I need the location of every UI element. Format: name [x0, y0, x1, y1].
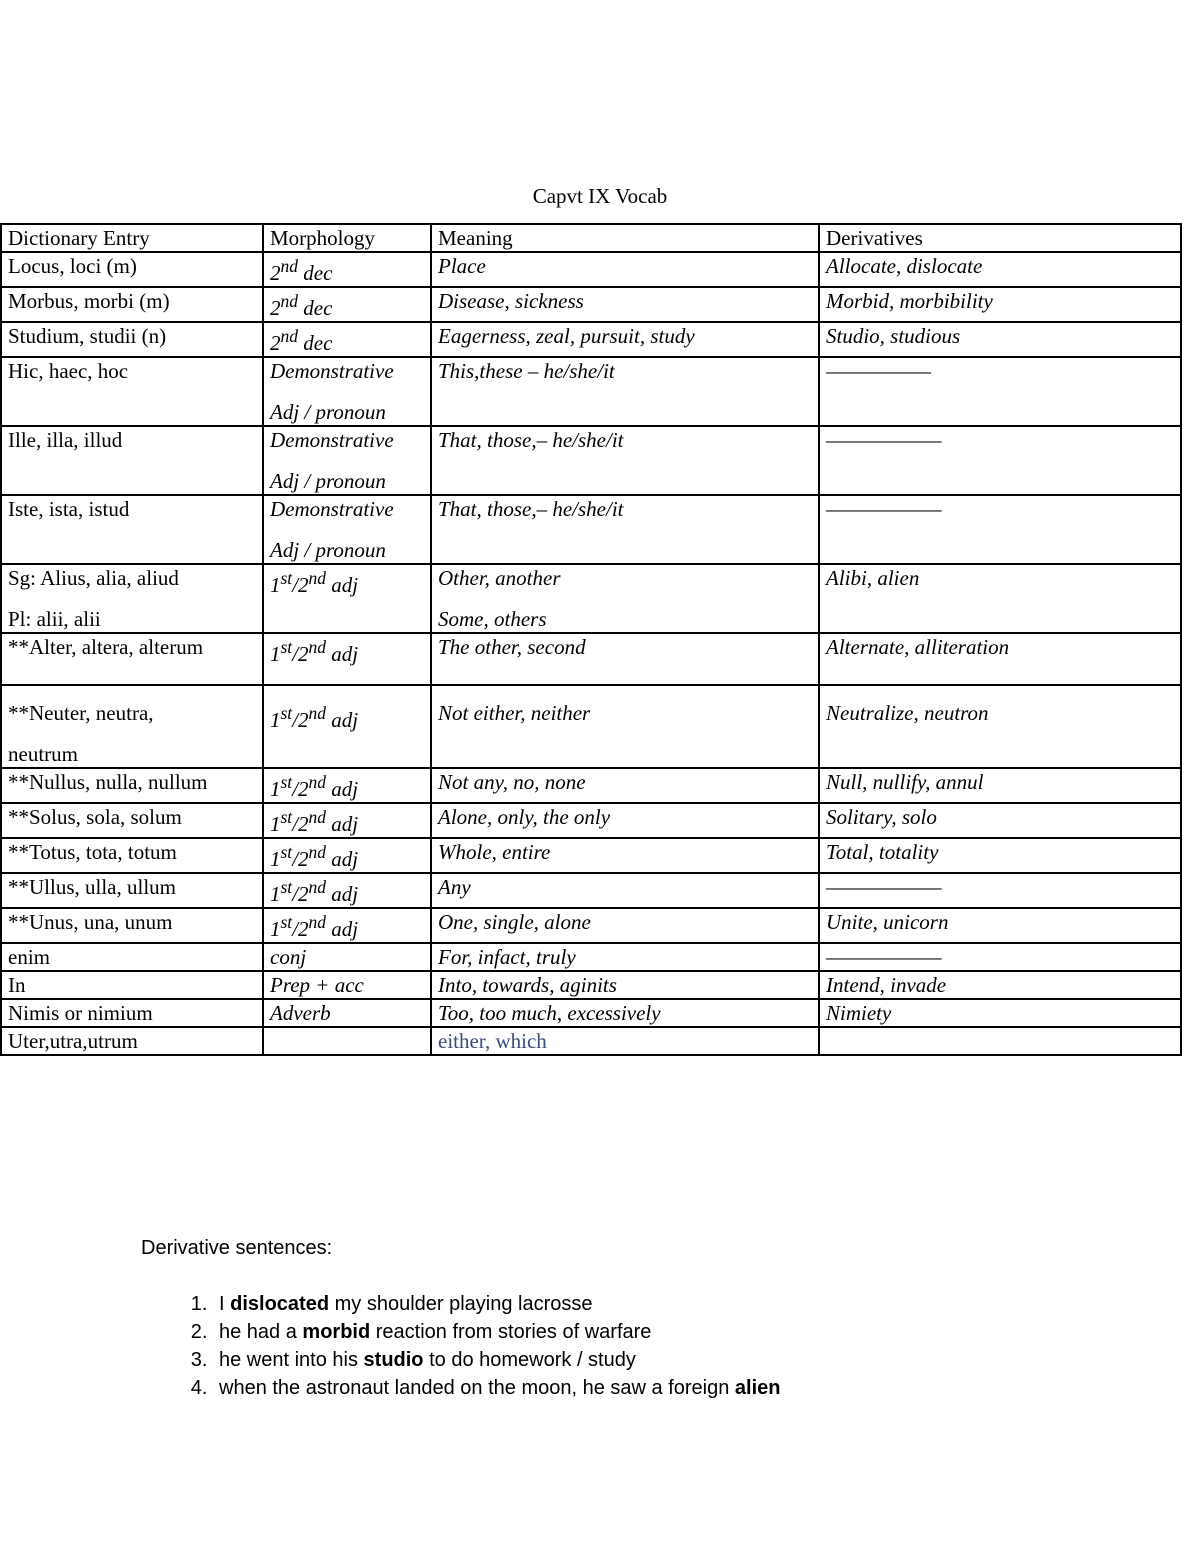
- morphology-text: Adj / pronoun: [270, 538, 386, 562]
- meaning-cell: [431, 287, 819, 322]
- derivatives-text: Total, totality: [826, 840, 939, 864]
- entry-cell: [1, 426, 263, 495]
- ordinal-suffix: nd: [308, 772, 327, 792]
- morphology-text: Adverb: [270, 1001, 331, 1025]
- table-row: [1, 873, 1181, 908]
- sentence-item: 3. he went into his studio to do homework / study: [213, 1346, 1041, 1374]
- line-gap: [270, 453, 424, 468]
- entry-text: enim: [8, 945, 50, 969]
- entry-text: Hic, haec, hoc: [8, 359, 129, 383]
- morphology-cell: [263, 252, 431, 287]
- derivatives-text: –––––––––––: [826, 945, 942, 969]
- entry-cell: [1, 803, 263, 838]
- entry-cell: [1, 768, 263, 803]
- ordinal-suffix: nd: [280, 291, 298, 311]
- ordinal-suffix: st: [280, 912, 293, 932]
- table-row: [1, 495, 1181, 564]
- entry-text: Ille, illa, illud: [8, 428, 123, 452]
- derivative-word: alien: [734, 1377, 781, 1399]
- derivatives-text: Null, nullify, annul: [826, 770, 984, 794]
- derivative-sentences: [141, 1234, 1041, 1402]
- derivatives-text: Neutralize, neutron: [826, 701, 989, 725]
- entry-text: Pl: alii, alii: [8, 607, 101, 631]
- meaning-text: Alone, only, the only: [438, 805, 611, 829]
- entry-cell: [1, 252, 263, 287]
- entry-cell: [1, 971, 263, 999]
- entry-text: **Nullus, nulla, nullum: [8, 770, 208, 794]
- derivatives-cell: [819, 943, 1181, 971]
- entry-text: Morbus, morbi (m): [8, 289, 170, 313]
- derivatives-text: Morbid, morbibility: [826, 289, 993, 313]
- meaning-text: This,these – he/she/it: [438, 359, 615, 383]
- entry-cell: [1, 322, 263, 357]
- entry-text: **Solus, sola, solum: [8, 805, 182, 829]
- entry-cell: [1, 633, 263, 685]
- meaning-text: Not either, neither: [438, 701, 591, 725]
- ordinal-suffix: st: [280, 568, 293, 588]
- derivatives-cell: [819, 633, 1181, 685]
- table-row: [1, 1027, 1181, 1055]
- ordinal-suffix: nd: [308, 637, 327, 657]
- entry-cell: [1, 287, 263, 322]
- morphology-text: Demonstrative: [270, 359, 394, 383]
- derivatives-text: Solitary, solo: [826, 805, 937, 829]
- meaning-text: Not any, no, none: [438, 770, 586, 794]
- column-header: Derivatives: [819, 224, 1181, 252]
- morphology-cell: [263, 685, 431, 768]
- meaning-text: That, those,– he/she/it: [438, 497, 624, 521]
- table-row: [1, 357, 1181, 426]
- meaning-text: either, which: [438, 1029, 547, 1053]
- derivatives-cell: [819, 768, 1181, 803]
- meaning-cell: [431, 633, 819, 685]
- morphology-cell: [263, 768, 431, 803]
- meaning-cell: [431, 838, 819, 873]
- morphology-cell: [263, 999, 431, 1027]
- derivatives-cell: [819, 322, 1181, 357]
- morphology-text: Demonstrative: [270, 428, 394, 452]
- meaning-text: Place: [438, 254, 486, 278]
- derivatives-cell: [819, 564, 1181, 633]
- sentence-list: [141, 1290, 1041, 1402]
- ordinal-suffix: nd: [280, 256, 298, 276]
- column-header: Meaning: [431, 224, 819, 252]
- ordinal-suffix: st: [280, 703, 293, 723]
- meaning-cell: [431, 971, 819, 999]
- table-row: [1, 803, 1181, 838]
- morphology-text: Prep + acc: [270, 973, 364, 997]
- ordinal-suffix: st: [280, 842, 293, 862]
- derivatives-text: Alibi, alien: [826, 566, 920, 590]
- morphology-cell: [263, 495, 431, 564]
- meaning-cell: [431, 426, 819, 495]
- entry-cell: [1, 357, 263, 426]
- ordinal-suffix: nd: [308, 877, 327, 897]
- entry-cell: [1, 873, 263, 908]
- column-header: Dictionary Entry: [1, 224, 263, 252]
- derivatives-text: Unite, unicorn: [826, 910, 949, 934]
- meaning-cell: [431, 252, 819, 287]
- table-row: [1, 322, 1181, 357]
- meaning-text: One, single, alone: [438, 910, 591, 934]
- morphology-text: 2nd dec: [270, 256, 333, 285]
- derivatives-cell: [819, 426, 1181, 495]
- morphology-text: 1st/2nd adj: [270, 637, 359, 666]
- derivatives-text: Alternate, alliteration: [826, 635, 1010, 659]
- entry-cell: [1, 495, 263, 564]
- sentences-heading: Derivative sentences:: [141, 1237, 333, 1259]
- meaning-text: Eagerness, zeal, pursuit, study: [438, 324, 695, 348]
- derivatives-text: –––––––––––: [826, 875, 942, 899]
- morphology-cell: [263, 287, 431, 322]
- sentence-item: 2. he had a morbid reaction from stories of warfare: [213, 1318, 1041, 1346]
- morphology-cell: [263, 357, 431, 426]
- table-row: [1, 564, 1181, 633]
- ordinal-suffix: st: [280, 637, 293, 657]
- ordinal-suffix: nd: [308, 912, 327, 932]
- meaning-cell: [431, 803, 819, 838]
- morphology-cell: [263, 1027, 431, 1055]
- line-gap: [270, 384, 424, 399]
- derivatives-text: Intend, invade: [826, 973, 947, 997]
- ordinal-suffix: nd: [308, 807, 327, 827]
- meaning-cell: [431, 322, 819, 357]
- morphology-cell: [263, 943, 431, 971]
- entry-cell: [1, 685, 263, 768]
- meaning-text: Some, others: [438, 607, 547, 631]
- entry-text: Studium, studii (n): [8, 324, 167, 348]
- morphology-text: Demonstrative: [270, 497, 394, 521]
- derivatives-cell: [819, 287, 1181, 322]
- ordinal-suffix: nd: [308, 842, 327, 862]
- derivatives-text: Studio, studious: [826, 324, 961, 348]
- ordinal-suffix: nd: [308, 568, 327, 588]
- table-row: [1, 971, 1181, 999]
- meaning-text: Too, too much, excessively: [438, 1001, 661, 1025]
- entry-text: Sg: Alius, alia, aliud: [8, 566, 179, 590]
- derivatives-text: Nimiety: [826, 1001, 892, 1025]
- table-row: [1, 287, 1181, 322]
- line-gap: [270, 522, 424, 537]
- table-row: [1, 426, 1181, 495]
- table-row: [1, 999, 1181, 1027]
- line-gap: [438, 591, 812, 606]
- entry-text: **Unus, una, unum: [8, 910, 173, 934]
- meaning-cell: [431, 1027, 819, 1055]
- meaning-text: The other, second: [438, 635, 586, 659]
- entry-text: Iste, ista, istud: [8, 497, 130, 521]
- derivatives-cell: [819, 803, 1181, 838]
- meaning-text: For, infact, truly: [438, 945, 576, 969]
- morphology-cell: [263, 564, 431, 633]
- morphology-text: 1st/2nd adj: [270, 842, 359, 871]
- meaning-cell: [431, 768, 819, 803]
- meaning-text: Any: [438, 875, 471, 899]
- morphology-text: 1st/2nd adj: [270, 807, 359, 836]
- derivatives-cell: [819, 685, 1181, 768]
- entry-text: **Alter, altera, alterum: [8, 635, 204, 659]
- line-gap: [8, 591, 256, 606]
- derivatives-cell: [819, 908, 1181, 943]
- sentence-item: 1. I dislocated my shoulder playing lacrosse: [213, 1290, 1041, 1318]
- meaning-cell: [431, 873, 819, 908]
- page-title: Capvt IX Vocab: [532, 184, 668, 208]
- meaning-cell: [431, 495, 819, 564]
- derivatives-text: –––––––––––: [826, 497, 942, 521]
- vocab-table: [0, 223, 1182, 1056]
- sentence-item: 4. when the astronaut landed on the moon, he saw a foreign alien: [213, 1374, 1041, 1402]
- meaning-text: Disease, sickness: [438, 289, 584, 313]
- derivatives-cell: [819, 838, 1181, 873]
- meaning-cell: [431, 685, 819, 768]
- derivative-word: studio: [363, 1349, 424, 1371]
- entry-cell: [1, 838, 263, 873]
- line-gap: [8, 726, 256, 741]
- morphology-text: 1st/2nd adj: [270, 703, 359, 732]
- table-header-row: [1, 224, 1181, 252]
- morphology-cell: [263, 873, 431, 908]
- ordinal-suffix: st: [280, 877, 293, 897]
- table-row: [1, 633, 1181, 685]
- meaning-cell: [431, 999, 819, 1027]
- ordinal-suffix: nd: [280, 326, 298, 346]
- ordinal-suffix: st: [280, 772, 293, 792]
- entry-cell: [1, 943, 263, 971]
- derivatives-cell: [819, 1027, 1181, 1055]
- entry-cell: [1, 564, 263, 633]
- meaning-text: That, those,– he/she/it: [438, 428, 624, 452]
- derivatives-text: Allocate, dislocate: [826, 254, 983, 278]
- derivatives-cell: [819, 971, 1181, 999]
- morphology-cell: [263, 426, 431, 495]
- entry-cell: [1, 908, 263, 943]
- ordinal-suffix: st: [280, 807, 293, 827]
- morphology-text: 1st/2nd adj: [270, 568, 359, 597]
- morphology-text: 1st/2nd adj: [270, 877, 359, 906]
- entry-text: **Ullus, ulla, ullum: [8, 875, 176, 899]
- entry-text: Uter,utra,utrum: [8, 1029, 138, 1053]
- meaning-cell: [431, 357, 819, 426]
- morphology-text: 2nd dec: [270, 326, 333, 355]
- meaning-text: Into, towards, aginits: [438, 973, 617, 997]
- entry-text: Locus, loci (m): [8, 254, 137, 278]
- morphology-cell: [263, 322, 431, 357]
- entry-text: **Totus, tota, totum: [8, 840, 177, 864]
- morphology-text: conj: [270, 945, 307, 969]
- derivatives-cell: [819, 357, 1181, 426]
- derivatives-text: ––––––––––: [826, 359, 931, 383]
- morphology-cell: [263, 971, 431, 999]
- meaning-text: Other, another: [438, 566, 561, 590]
- derivatives-cell: [819, 252, 1181, 287]
- column-header: Morphology: [263, 224, 431, 252]
- table-row: [1, 768, 1181, 803]
- derivatives-cell: [819, 999, 1181, 1027]
- entry-cell: [1, 999, 263, 1027]
- morphology-cell: [263, 633, 431, 685]
- table-row: [1, 908, 1181, 943]
- morphology-cell: [263, 803, 431, 838]
- meaning-cell: [431, 908, 819, 943]
- morphology-cell: [263, 838, 431, 873]
- derivative-word: morbid: [302, 1321, 371, 1343]
- ordinal-suffix: nd: [308, 703, 327, 723]
- derivatives-cell: [819, 495, 1181, 564]
- morphology-text: 2nd dec: [270, 291, 333, 320]
- entry-text: Nimis or nimium: [8, 1001, 153, 1025]
- meaning-cell: [431, 564, 819, 633]
- morphology-cell: [263, 908, 431, 943]
- derivatives-text: –––––––––––: [826, 428, 942, 452]
- table-row: [1, 943, 1181, 971]
- meaning-cell: [431, 943, 819, 971]
- table-row: [1, 685, 1181, 768]
- derivatives-cell: [819, 873, 1181, 908]
- entry-text: neutrum: [8, 742, 78, 766]
- derivative-word: dislocated: [230, 1293, 330, 1315]
- morphology-text: Adj / pronoun: [270, 469, 386, 493]
- morphology-text: 1st/2nd adj: [270, 912, 359, 941]
- entry-cell: [1, 1027, 263, 1055]
- morphology-text: Adj / pronoun: [270, 400, 386, 424]
- morphology-text: 1st/2nd adj: [270, 772, 359, 801]
- entry-text: **Neuter, neutra,: [8, 701, 154, 725]
- meaning-text: Whole, entire: [438, 840, 551, 864]
- entry-text: In: [8, 973, 26, 997]
- table-row: [1, 252, 1181, 287]
- table-row: [1, 838, 1181, 873]
